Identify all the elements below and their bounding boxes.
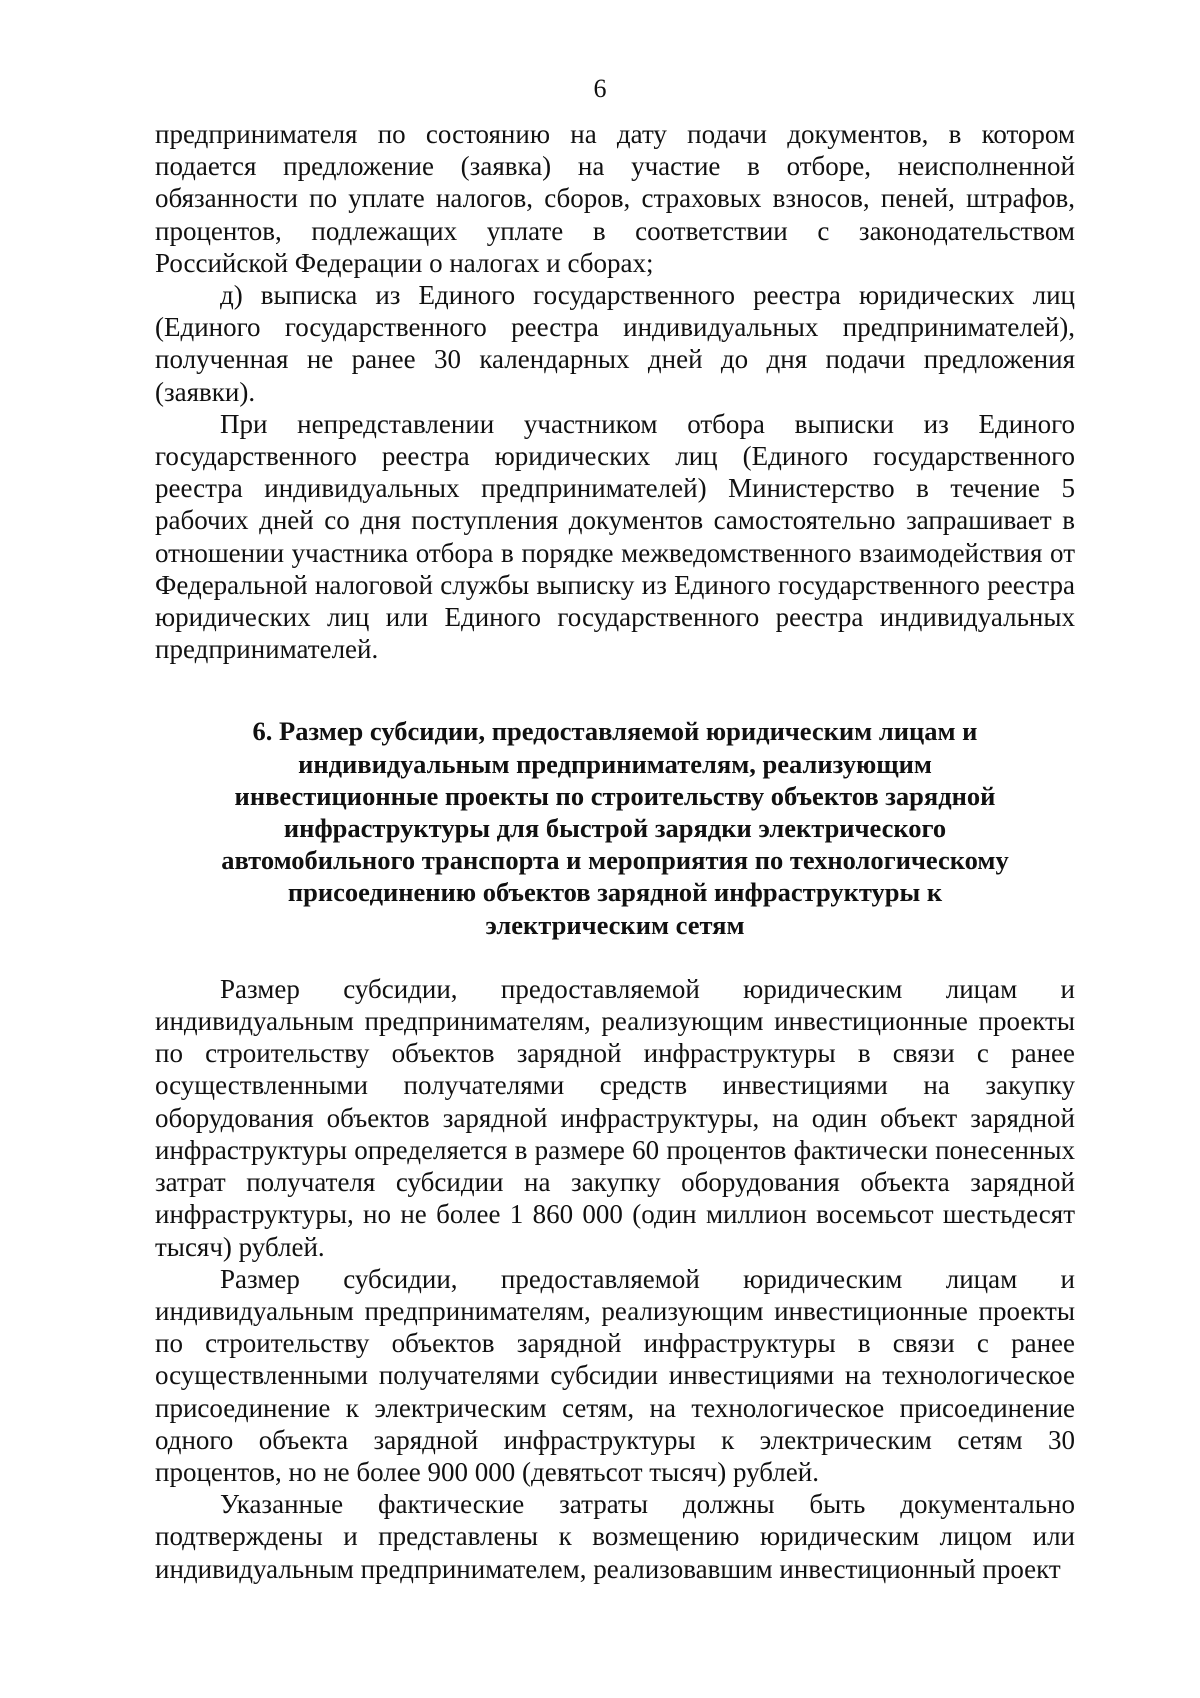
paragraph-continuation: предпринимателя по состоянию на дату подачи документов, в котором подается предложение (заявка) на участие в отборе, неисполненной обязанности по уплате налогов, сборов, страховых взносов, пеней, штрафов, процентов, подлежащих уплате в соответствии с законодательством Российской Федерации о налогах и сборах; <box>155 119 1075 278</box>
paragraph-item-d: д) выписка из Единого государственного реестра юридических лиц (Единого государственного реестра индивидуальных предпринимателей), полученная не ранее 30 календарных дней до дня подачи предложения (заявки). <box>155 280 1075 407</box>
section-heading: 6. Размер субсидии, предоставляемой юридическим лицам и индивидуальным предпринимателям, реализующим инвестиционные проекты по строительству объектов зарядной инфраструктуры для быстрой зарядки электрического автомобильного транспорта и мероприятия по технологическому присоединению объектов зарядной инфраструктуры к электрическим сетям <box>221 716 1009 940</box>
paragraph-non-submission: При непредставлении участником отбора выписки из Единого государственного реестра юридических лиц (Единого государственного реестра индивидуальных предпринимателей) Министерство в течение 5 рабочих дней со дня поступления документов самостоятельно запрашивает в отношении участника отбора в порядке межведомственного взаимодействия от Федеральной налоговой службы выписку из Единого государственного реестра юридических лиц или Единого государственного реестра индивидуальных предпринимателей. <box>155 408 1075 665</box>
paragraph-subsidy-equipment: Размер субсидии, предоставляемой юридическим лицам и индивидуальным предпринимателям, реализующим инвестиционные проекты по строительству объектов зарядной инфраструктуры в связи с ранее осуществленными получателями средств инвестициями на закупку оборудования объектов зарядной инфраструктуры, на один объект зарядной инфраструктуры определяется в размере 60 процентов фактически понесенных затрат получателя субсидии на закупку оборудования объекта зарядной инфраструктуры, но не более 1 860 000 (один миллион восемьсот шестьдесят тысяч) рублей. <box>155 973 1075 1262</box>
document-body <box>155 118 1075 1585</box>
page-number: 6 <box>593 74 607 103</box>
paragraph-subsidy-connection: Размер субсидии, предоставляемой юридическим лицам и индивидуальным предпринимателям, реализующим инвестиционные проекты по строительству объектов зарядной инфраструктуры в связи с ранее осуществленными получателями субсидии инвестициями на технологическое присоединение к электрическим сетям, на технологическое присоединение одного объекта зарядной инфраструктуры к электрическим сетям 30 процентов, но не более 900 000 (девятьсот тысяч) рублей. <box>155 1263 1075 1487</box>
paragraph-actual-costs: Указанные фактические затраты должны быть документально подтверждены и представлены к возмещению юридическим лицом или индивидуальным предпринимателем, реализовавшим инвестиционный проект <box>155 1489 1075 1584</box>
